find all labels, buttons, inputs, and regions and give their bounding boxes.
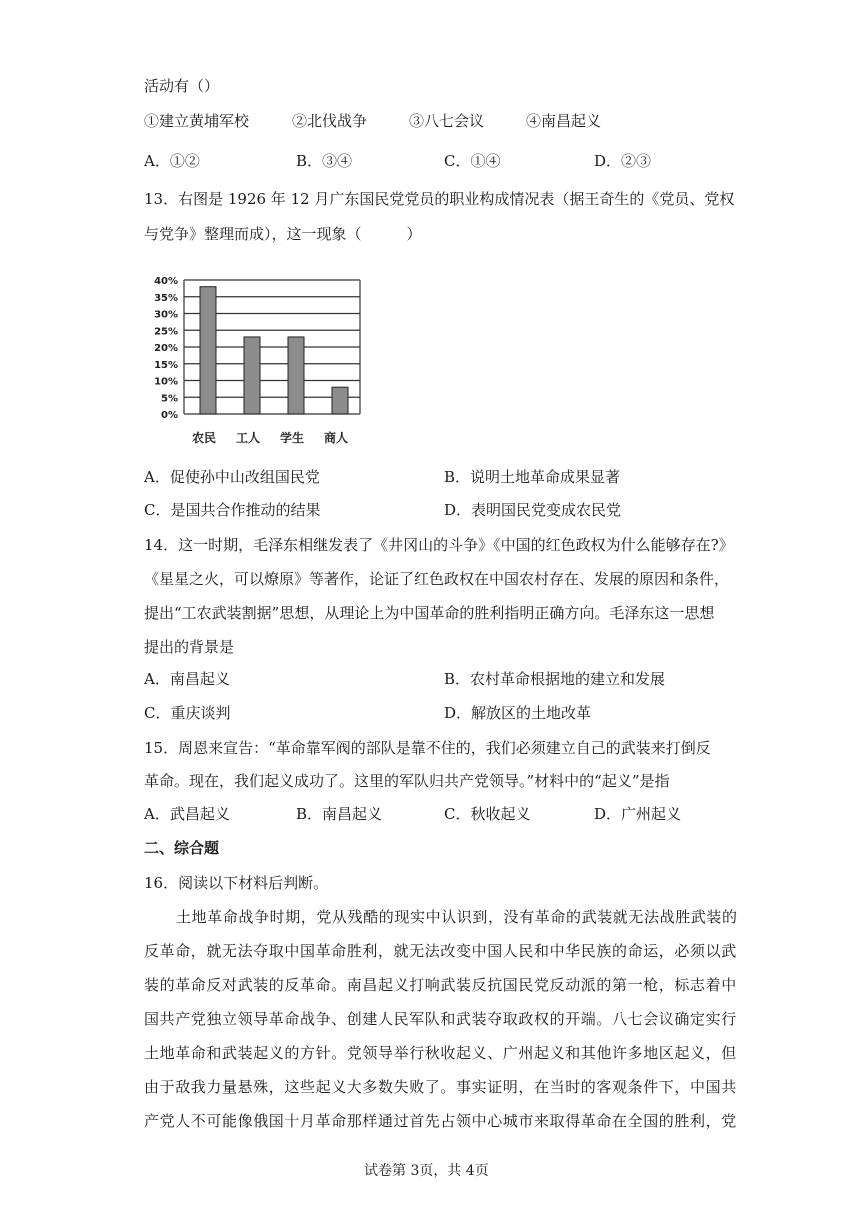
y-tick-label: 10% — [154, 376, 178, 388]
q13-option-a: A．促使孙中山改组国民党 — [144, 468, 320, 486]
material-line-1: 土地革命战争时期，党从残酷的现实中认识到，没有革命的武装就无法战胜武装的 — [176, 908, 738, 926]
material-line-7: 产党人不可能像俄国十月革命那样通过首先占领中心城市来取得革命在全国的胜利，党 — [144, 1112, 737, 1130]
x-tick-label: 商人 — [323, 431, 349, 445]
material-line-4: 国共产党独立领导革命战争、创建人民军队和武装夺取政权的开端。八七会议确定实行 — [144, 1010, 737, 1028]
q13-option-c: C．是国共合作推动的结果 — [144, 501, 321, 519]
q12-stem-tail: 活动有（） — [144, 77, 220, 95]
y-tick-label: 40% — [154, 276, 178, 287]
q14-option-c: C．重庆谈判 — [144, 704, 231, 722]
material-line-6: 由于敌我力量悬殊，这些起义大多数失败了。事实证明，在当时的客观条件下，中国共 — [144, 1078, 737, 1096]
y-tick-label: 35% — [154, 292, 178, 304]
bar-1 — [244, 337, 260, 414]
x-tick-label: 学生 — [279, 431, 305, 445]
chart-x-tick-labels — [192, 430, 348, 445]
q12-item-1: ①建立黄埔军校 — [144, 112, 250, 130]
q13-stem-line-2: 与党争》整理而成），这一现象（ ） — [144, 225, 422, 243]
material-line-5: 土地革命和武装起义的方针。党领导举行秋收起义、广州起义和其他许多地区起义，但 — [144, 1044, 737, 1062]
y-tick-label: 0% — [161, 410, 178, 421]
q15-option-c: C．秋收起义 — [444, 805, 531, 823]
y-tick-label: 25% — [154, 326, 178, 338]
material-line-3: 装的革命反对武装的反革命。南昌起义打响武装反抗国民党反动派的第一枪，标志着中 — [144, 976, 737, 994]
q14-option-a: A．南昌起义 — [144, 670, 230, 688]
q15-stem-line-1: 15．周恩来宣告：“革命靠军阀的部队是靠不住的，我们必须建立自己的武装来打倒反 — [144, 739, 711, 757]
party-membership-bar-chart — [138, 268, 378, 454]
y-tick-label: 15% — [154, 359, 178, 371]
bar-2 — [288, 337, 304, 414]
section-heading: 二、综合题 — [144, 839, 220, 857]
bar-0 — [200, 287, 216, 414]
x-tick-label: 工人 — [235, 431, 261, 445]
q12-option-c: C．①④ — [444, 152, 501, 170]
q12-item-4: ④南昌起义 — [526, 112, 602, 130]
q15-stem-line-2: 革命。现在，我们起义成功了。这里的军队归共产党领导。”材料中的“起义”是指 — [144, 772, 670, 790]
y-tick-label: 5% — [161, 393, 178, 405]
page-footer: 试卷第 3页，共 4页 — [364, 1163, 489, 1179]
q12-item-3: ③八七会议 — [409, 112, 485, 130]
chart-y-tick-labels — [154, 276, 178, 421]
q14-stem-line-4: 提出的背景是 — [144, 638, 235, 656]
q14-option-b: B．农村革命根据地的建立和发展 — [444, 670, 666, 688]
q13-option-d: D．表明国民党变成农民党 — [444, 501, 622, 519]
q13-option-b: B．说明土地革命成果显著 — [444, 468, 621, 486]
q15-option-a: A．武昌起义 — [144, 805, 230, 823]
q12-item-2: ②北伐战争 — [292, 112, 368, 130]
q14-stem-line-2: 《星星之火，可以燎原》等著作，论证了红色政权在中国农村存在、发展的原因和条件， — [144, 570, 730, 588]
q12-option-a: A．①② — [144, 152, 200, 170]
material-line-2: 反革命，就无法夺取中国革命胜利，就无法改变中国人民和中华民族的命运，必须以武 — [144, 942, 737, 960]
q13-stem-line-1: 13．右图是 1926 年 12 月广东国民党党员的职业构成情况表（据王奇生的《党员、党权 — [144, 190, 735, 208]
q12-option-b: B．③④ — [296, 152, 353, 170]
q14-stem-line-1: 14．这一时期，毛泽东相继发表了《井冈山的斗争》《中国的红色政权为什么能够存在?》 — [144, 536, 734, 554]
q16-stem: 16．阅读以下材料后判断。 — [144, 874, 329, 892]
q15-option-b: B．南昌起义 — [296, 805, 383, 823]
q15-option-d: D．广州起义 — [594, 805, 682, 823]
bar-3 — [332, 387, 348, 414]
y-tick-label: 30% — [154, 309, 178, 321]
y-tick-label: 20% — [154, 343, 178, 354]
x-tick-label: 农民 — [191, 431, 217, 445]
q14-option-d: D．解放区的土地改革 — [444, 704, 592, 722]
chart-bars — [200, 287, 348, 414]
q14-stem-line-3: 提出“工农武装割据”思想，从理论上为中国革命的胜利指明正确方向。毛泽东这一思想 — [144, 604, 715, 622]
q12-option-d: D．②③ — [594, 152, 652, 170]
